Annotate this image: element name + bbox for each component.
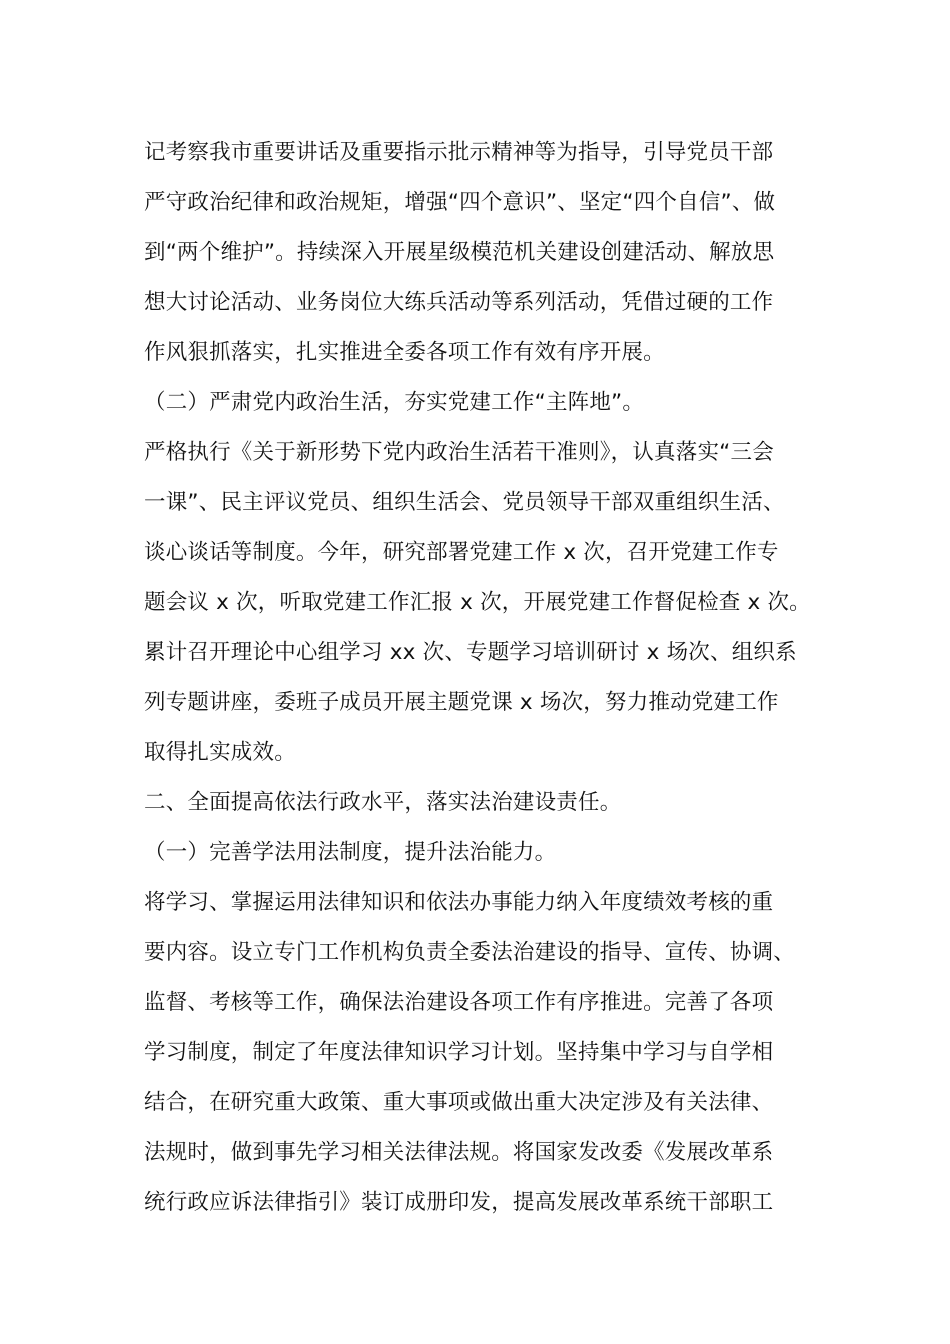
text-line: 要内容。设立专门工作机构负责全委法治建设的指导、宣传、协调、 — [144, 940, 796, 965]
text-line: 法规时，做到事先学习相关法律法规。将国家发改委《发展改革系 — [144, 1140, 774, 1165]
text-line: 作风狠抓落实，扎实推进全委各项工作有效有序开展。 — [144, 340, 665, 365]
text-line: 将学习、掌握运用法律知识和依法办事能力纳入年度绩效考核的重 — [144, 890, 774, 915]
text-line: 谈心谈话等制度。今年，研究部署党建工作 x 次，召开党建工作专 — [144, 540, 779, 565]
text-line: 学习制度，制定了年度法律知识学习计划。坚持集中学习与自学相 — [144, 1040, 774, 1065]
text-line: 严格执行《关于新形势下党内政治生活若干准则》，认真落实“三会 — [144, 440, 774, 465]
text-line: 到“两个维护”。持续深入开展星级模范机关建设创建活动、解放思 — [144, 240, 775, 265]
text-line: 监督、考核等工作，确保法治建设各项工作有序推进。完善了各项 — [144, 990, 774, 1015]
text-line: 取得扎实成效。 — [144, 740, 296, 765]
document-body — [144, 128, 824, 1228]
text-line: 记考察我市重要讲话及重要指示批示精神等为指导，引导党员干部 — [144, 140, 774, 165]
section-heading: （二）严肃党内政治生活，夯实党建工作“主阵地”。 — [144, 390, 645, 415]
text-line: 累计召开理论中心组学习 xx 次、专题学习培训研讨 x 场次、组织系 — [144, 640, 797, 665]
text-line: 想大讨论活动、业务岗位大练兵活动等系列活动，凭借过硬的工作 — [144, 290, 774, 315]
text-line: 列专题讲座，委班子成员开展主题党课 x 场次，努力推动党建工作 — [144, 690, 779, 715]
chapter-heading: 二、全面提高依法行政水平，落实法治建设责任。 — [144, 790, 622, 815]
text-line: 严守政治纪律和政治规矩，增强“四个意识”、坚定“四个自信”、做 — [144, 190, 776, 215]
text-line: 统行政应诉法律指引》装订成册印发，提高发展改革系统干部职工 — [144, 1190, 774, 1215]
section-heading: （一）完善学法用法制度，提升法治能力。 — [144, 840, 557, 865]
text-line: 题会议 x 次，听取党建工作汇报 x 次，开展党建工作督促检查 x 次。 — [144, 590, 811, 615]
text-line: 一课”、民主评议党员、组织生活会、党员领导干部双重组织生活、 — [144, 490, 785, 515]
text-line: 结合，在研究重大政策、重大事项或做出重大决定涉及有关法律、 — [144, 1090, 774, 1115]
